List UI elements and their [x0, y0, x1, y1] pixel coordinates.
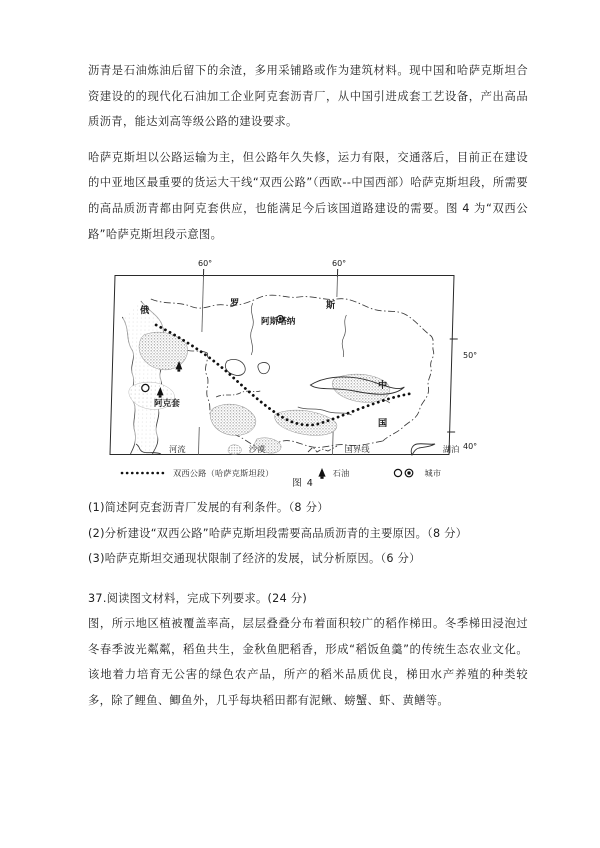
map-container [102, 257, 498, 478]
map-label-china-1: 中 [378, 380, 388, 392]
paragraph-2: 哈萨克斯坦以公路运输为主，但公路年久失修，运力有限，交通落后，目前正在建设的中亚地区最重要的货运大干线“双西公路”（西欧--中国西部）哈萨克斯坦段，所需要的高品质沥青都由阿克套供应，也能满足今后该国道路建设的需要。图 4 为“双西公路”哈萨克斯坦段示意图。 [88, 150, 528, 241]
legend-label-border: 国界线 [344, 443, 370, 454]
legend-item-highway [120, 467, 274, 479]
desert-icon [226, 442, 244, 456]
border-line-icon [306, 442, 340, 456]
oil-derrick-icon [316, 466, 328, 480]
map-label-astana: 阿斯塔纳 [261, 317, 296, 328]
lake-icon [408, 441, 438, 457]
map-legend [120, 439, 492, 483]
legend-row-1 [120, 439, 492, 459]
legend-item-desert [226, 442, 266, 456]
map-label-russia-3: 斯 [326, 300, 336, 312]
question-2: (2)分析建设“双西公路”哈萨克斯坦段需要高品质沥青的主要原因。（8 分） [88, 526, 468, 540]
section-37-body: 图，所示地区植被覆盖率高，层层叠叠分布着面积较广的稻作梯田。冬季梯田浸泡过冬春季波光粼粼，稻鱼共生，金秋鱼肥稻香，形成“稻饭鱼羹”的传统生态农业文化。该地着力培育无公害的绿色农产品，所产的稻米品质优良，梯田水产养殖的种类较多，除了鲤鱼、鲫鱼外，几乎每块稻田都有泥鳅、螃蟹、虾、黄鳝等。 [88, 617, 528, 707]
legend-item-oil [316, 466, 350, 480]
map-label-longitude-left: 60° [198, 259, 213, 269]
river-icon [134, 442, 164, 456]
section-37-heading: 37.阅读图文材料，完成下列要求。(24 分) [88, 591, 308, 605]
question-1: (1)简述阿克套沥青厂发展的有利条件。（8 分） [88, 501, 329, 515]
question-3: (3)哈萨克斯坦交通现状限制了经济的发展，试分析原因。（6 分） [88, 552, 421, 566]
map-label-china-2: 国 [378, 418, 388, 430]
map-label-russia-1: 俄 [140, 305, 150, 317]
spacer-2 [88, 572, 528, 586]
legend-item-river [134, 442, 186, 456]
legend-label-city: 城市 [424, 467, 442, 478]
map-label-russia-2: 罗 [230, 298, 240, 310]
legend-item-city [393, 466, 441, 480]
legend-label-river: 河流 [169, 443, 186, 454]
legend-row-2 [120, 463, 492, 483]
legend-label-highway: 双西公路（哈萨克斯坦段） [173, 467, 274, 478]
figure-4 [88, 257, 528, 489]
legend-label-desert: 沙漠 [248, 443, 266, 454]
dotted-road-icon [120, 467, 168, 479]
map-label-latitude-40: 40° [463, 442, 478, 452]
spacer [88, 138, 528, 145]
city-circles-icon [393, 466, 419, 480]
legend-item-lake [408, 441, 460, 457]
paragraph-1: 沥青是石油炼油后留下的余渣，多用采铺路或作为建筑材料。现中国和哈萨克斯坦合资建设的的现代化石油加工企业阿克套沥青厂，从中国引进成套工艺设备，产出高品质沥青，能达刘高等级公路的建设要求。 [88, 64, 528, 129]
legend-item-border [306, 442, 370, 456]
legend-label-oil: 石油 [332, 467, 350, 478]
figure-caption: 图 4 [292, 478, 314, 490]
map-label-latitude-50: 50° [463, 351, 478, 361]
map-label-longitude-right: 60° [332, 259, 347, 269]
map-label-aktau: 阿克套 [154, 399, 180, 410]
legend-label-lake: 湖泊 [442, 443, 460, 454]
